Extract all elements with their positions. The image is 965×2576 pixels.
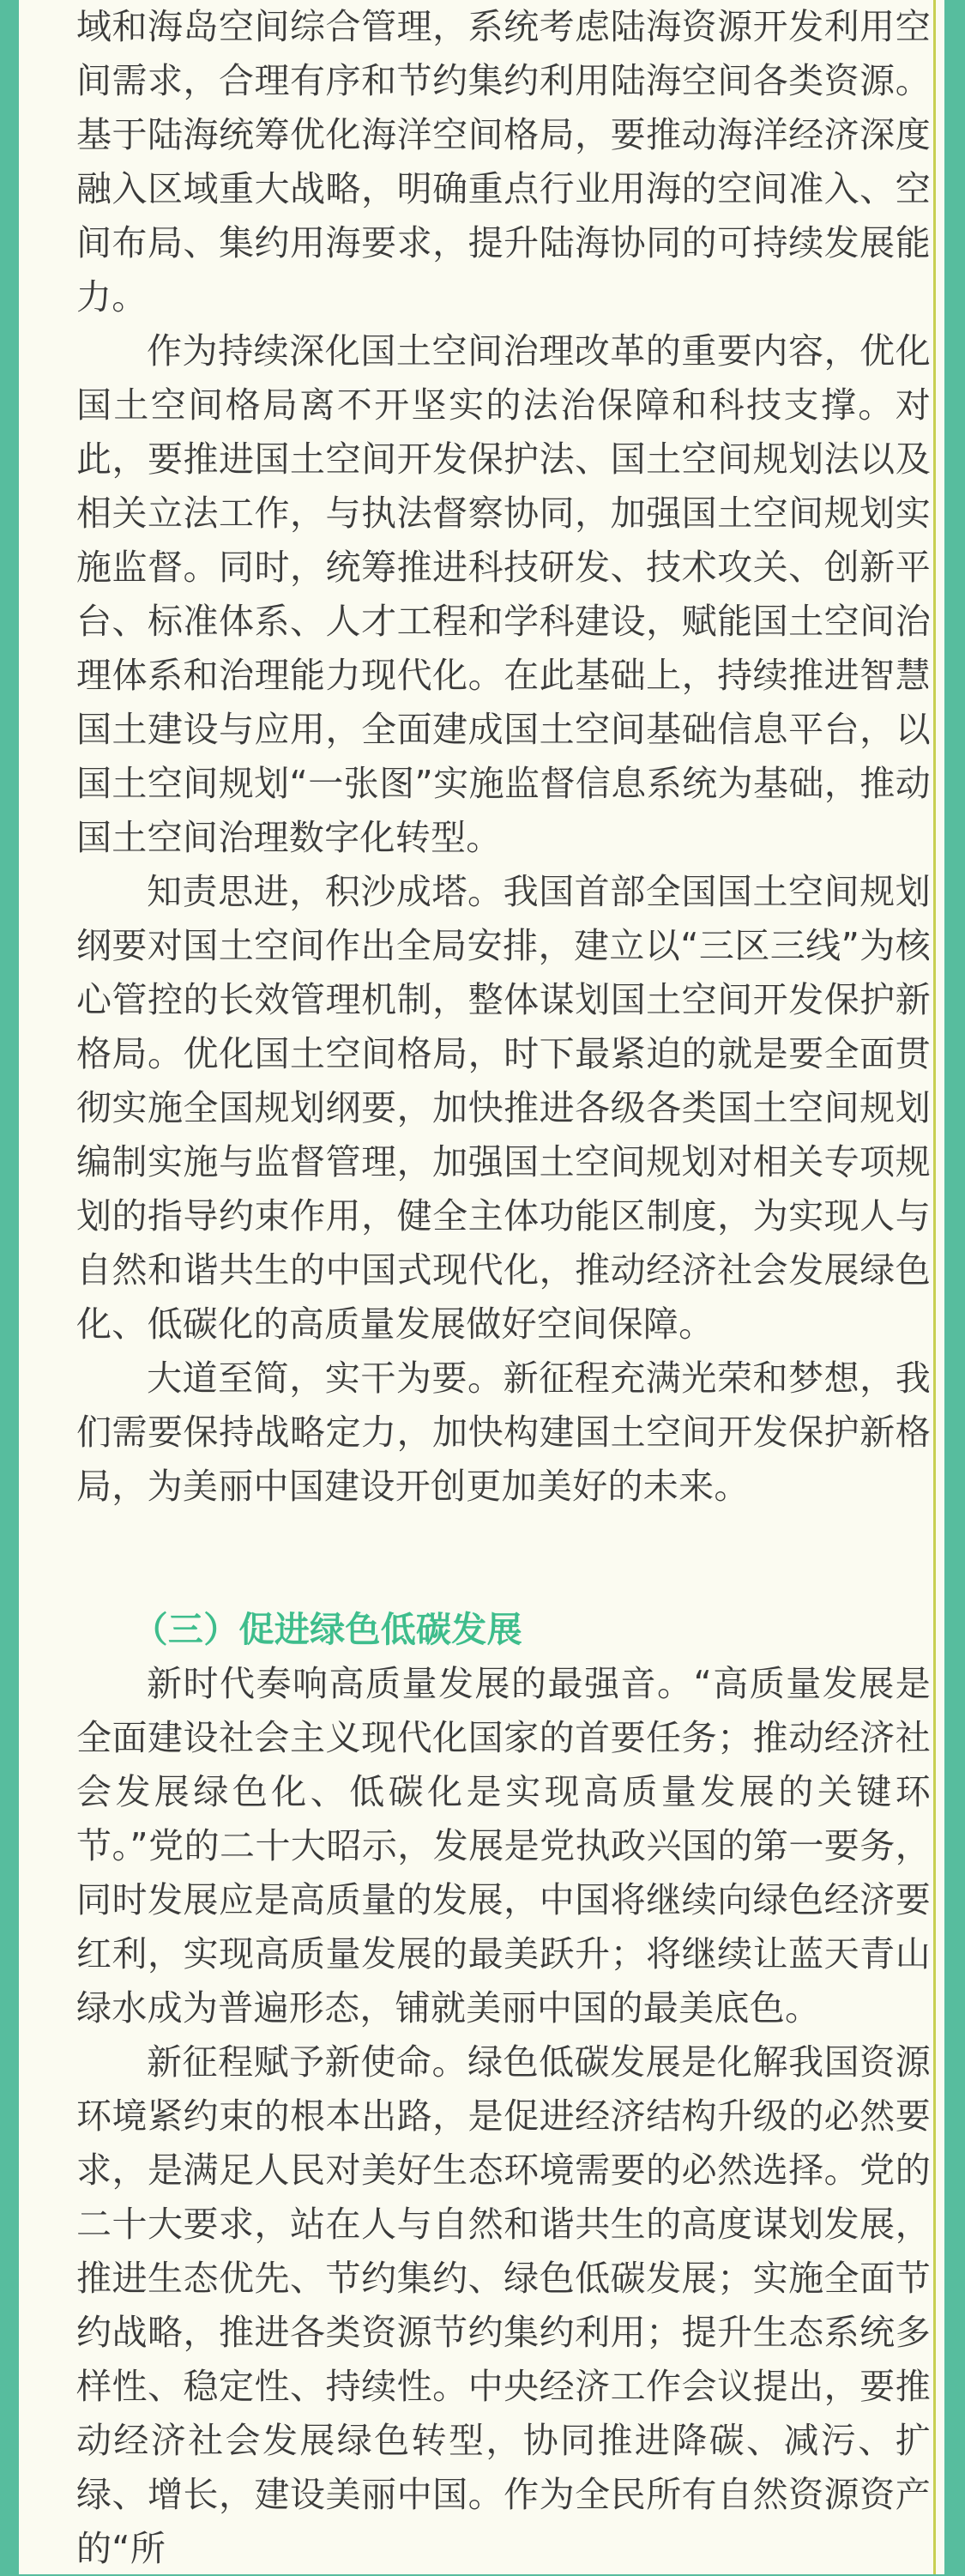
paragraph: 知责思进，积沙成塔。我国首部全国国土空间规划纲要对国土空间作出全局安排，建立以“三区三线”为核心管控的长效管理机制，整体谋划国土空间开发保护新格局。优化国土空间格局，时下最紧迫的就是要全面贯彻实施全国规划纲要，加快推进各级各类国土空间规划编制实施与监督管理，加强国土空间规划对相关专项规划的指导约束作用，健全主体功能区制度，为实现人与自然和谐共生的中国式现代化，推动经济社会发展绿色化、低碳化的高质量发展做好空间保障。 [76,871,931,1345]
article-paper [19,0,944,2574]
paragraph: 大道至简，实干为要。新征程充满光荣和梦想，我们需要保持战略定力，加快构建国土空间开发保护新格局，为美丽中国建设开创更加美好的未来。 [76,1358,931,1507]
paragraph: 作为持续深化国土空间治理改革的重要内容，优化国土空间格局离不开坚实的法治保障和科技支撑。对此，要推进国土空间开发保护法、国土空间规划法以及相关立法工作，与执法督察协同，加强国土空间规划实施监督。同时，统筹推进科技研发、技术攻关、创新平台、标准体系、人才工程和学科建设，赋能国土空间治理体系和治理能力现代化。在此基础上，持续推进智慧国土建设与应用，全面建成国土空间基础信息平台，以国土空间规划“一张图”实施监督信息系统为基础，推动国土空间治理数字化转型。 [76,330,931,858]
article-body [76,0,931,2576]
section-heading: （三）促进绿色低碳发展 [132,1609,522,1650]
paragraph: 域和海岛空间综合管理，系统考虑陆海资源开发利用空间需求，合理有序和节约集约利用陆海空间各类资源。基于陆海统筹优化海洋空间格局，要推动海洋经济深度融入区域重大战略，明确重点行业用海的空间准入、空间布局、集约用海要求，提升陆海协同的可持续发展能力。 [76,6,931,317]
section-spacer [76,1514,931,1565]
paragraph: 新征程赋予新使命。绿色低碳发展是化解我国资源环境紧约束的根本出路，是促进经济结构升级的必然要求，是满足人民对美好生态环境需要的必然选择。党的二十大要求，站在人与自然和谐共生的高度谋划发展，推进生态优先、节约集约、绿色低碳发展；实施全面节约战略，推进各类资源节约集约利用；提升生态系统多样性、稳定性、持续性。中央经济工作会议提出，要推动经济社会发展绿色转型，协同推进降碳、减污、扩绿、增长，建设美丽中国。作为全民所有自然资源资产的“所 [76,2041,931,2569]
paragraph: 新时代奏响高质量发展的最强音。“高质量发展是全面建设社会主义现代化国家的首要任务；推动经济社会发展绿色化、低碳化是实现高质量发展的关键环节。”党的二十大昭示，发展是党执政兴国的第一要务，同时发展应是高质量的发展，中国将继续向绿色经济要红利，实现高质量发展的最美跃升；将继续让蓝天青山绿水成为普遍形态，铺就美丽中国的最美底色。 [76,1663,931,2029]
decorative-border-line [933,0,936,2574]
